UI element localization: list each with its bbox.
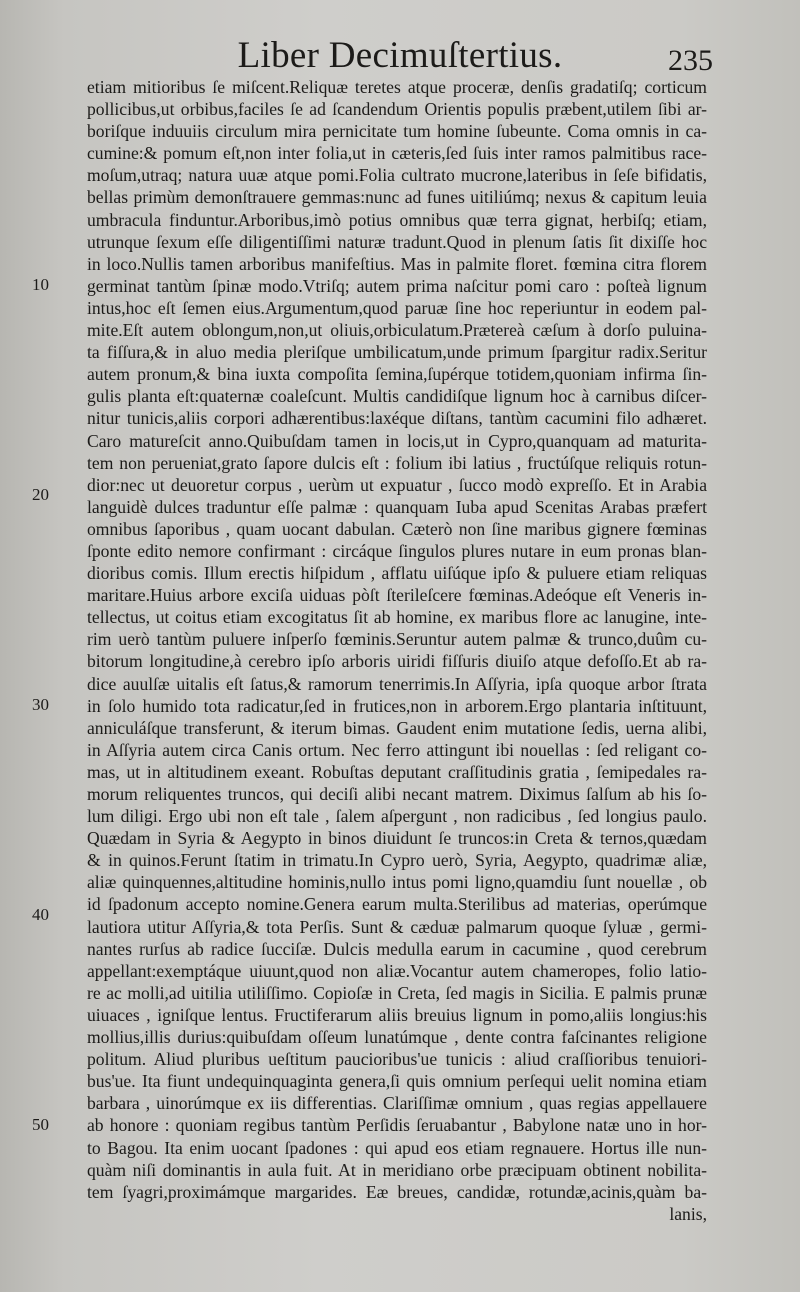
text-line: autem pronum,& bina iuxta compoſita ſemina,ſupérque totidem,quoniam infirma ſin- bbox=[87, 364, 707, 385]
text-line: politum. Aliud pluribus ueſtitum paucioribus'ue tunicis : aliud craſſioribus tenuiori- bbox=[87, 1049, 707, 1070]
text-line: umbracula finduntur.Arboribus,imò potius omnibus quæ terra gignat, herbiſq; etiam, bbox=[87, 209, 707, 230]
text-line: etiam mitioribus ſe miſcent.Reliquæ teretes atque proceræ, denſis gradatiſq; corticum bbox=[87, 77, 707, 97]
line-number-40: 40 bbox=[32, 905, 49, 924]
text-line: languidè dulces traduntur eſſe palmæ : quanquam Iuba apud Scenitas Arabas præfert bbox=[87, 496, 707, 517]
text-line: morum reliquentes truncos, qui deciſi alibi necant matrem. Diximus ſalſum ab his ſo- bbox=[87, 784, 707, 804]
text-line: aliæ quinquennes,altitudine hominis,nullo intus pomi ligno,quamdiu ſunt nouellæ , ob bbox=[87, 872, 707, 893]
text-line: to Bagou. Ita enim uocant ſpadones : qui apud eos etiam regnauere. Hortus ille nun- bbox=[87, 1137, 707, 1158]
text-line: in loco.Nullis tamen arboribus manifeſtius. Mas in palmite floret. fœmina citra florem bbox=[87, 253, 707, 274]
text-line: uiuaces , igniſque lentus. Fructiferarum aliis breuius lignum in pomo,aliis longius:his bbox=[87, 1004, 707, 1025]
text-line: Quædam in Syria & Aegypto in binos diuidunt ſe truncos:in Creta & ternos,quædam bbox=[87, 828, 707, 849]
text-line: re ac molli,ad uitilia utiliſſimo. Copioſæ in Creta, ſed magis in Sicilia. E palmis prunæ bbox=[87, 982, 707, 1003]
text-line: dior:nec ut deuoretur corpus , uerùm ut expuatur , ſucco modò expreſſo. Et in Arabia bbox=[87, 474, 707, 495]
text-line: germinat tantùm ſpinæ modo.Vtriſq; autem prima naſcitur pomi caro : poſteà lignum bbox=[87, 275, 707, 296]
text-line: lanis, bbox=[669, 1203, 707, 1224]
text-line: intus,hoc eſt ſemen eius.Argumentum,quod paruæ ſine hoc reperiuntur in eodem pal- bbox=[87, 297, 707, 318]
text-line: barbara , uinorúmque ex iis differentias. Clariſſimæ omnium , quas regias appellauere bbox=[87, 1093, 707, 1114]
text-line: Caro matureſcit anno.Quibuſdam tamen in locis,ut in Cypro,quanquam ad maturita- bbox=[87, 430, 707, 451]
text-line: rim uerò tantùm puluere inſperſo fœminis.Seruntur autem palmæ & trunco,duûm cu- bbox=[87, 629, 707, 650]
body-text bbox=[87, 76, 707, 1225]
text-line: dioribus comis. Illum erectis hiſpidum , afflatu uiſúque ipſo & puluere etiam reliquas bbox=[87, 563, 707, 584]
text-line: in Aſſyria autem circa Canis ortum. Nec ferro attingunt ibi nouellas : ſed religant co- bbox=[87, 739, 707, 760]
text-line: tellectus, ut coitus etiam excogitatus ſit ab homine, ex maribus flore ac lanugine, inte- bbox=[87, 607, 707, 628]
text-line: bitorum longitudine,à cerebro ipſo arboris uiridi fiſſuris diuiſo atque defoſſo.Et ab ra- bbox=[87, 651, 707, 672]
text-line: quàm niſi dominantis in aula fuit. At in meridiano orbe præcipuam obtinent nobilita- bbox=[87, 1159, 707, 1180]
running-title: Liber Decimuſtertius. bbox=[237, 35, 563, 76]
text-line: anniculáſque transferunt, & iterum bimas. Gaudent enim mutatione ſedis, uerna alibi, bbox=[87, 717, 707, 738]
text-line: tem non perueniat,grato ſapore dulcis eſt : folium ibi latius , fructúſque reliquis rotun- bbox=[87, 452, 707, 473]
text-line: bus'ue. Ita fiunt undequinquaginta genera,ſi quis omnium perſequi uelit nomina etiam bbox=[87, 1071, 707, 1092]
text-line: mollius,illis durius:quibuſdam oſſeum lunatúmque , dente contra faſcinantes religione bbox=[87, 1027, 707, 1048]
text-line: tem ſyagri,proximámque margarides. Eæ breues, candidæ, rotundæ,acinis,quàm ba- bbox=[87, 1181, 707, 1202]
text-line: in ſolo humido tota radicatur,ſed in frutices,non in arborem.Ergo plantaria inſtituunt, bbox=[87, 695, 707, 716]
line-number-30: 30 bbox=[32, 695, 49, 714]
text-line: boriſque induuiis circulum mira pernicitate tum homine ſubeunte. Coma omnis in ca- bbox=[87, 121, 707, 142]
text-line: appellant:exemptáque uiuunt,quod non aliæ.Vocantur autem chameropes, folio latio- bbox=[87, 960, 707, 981]
text-line: ta fiſſura,& in aluo media pleriſque umbilicatum,unde primum ſpargitur radix.Seritur bbox=[87, 342, 707, 363]
text-line: dice auulſæ uitalis eſt ſatus,& ramorum tenerrimis.In Aſſyria, ipſa quoque arbor ſtrata bbox=[87, 673, 707, 694]
text-line: gulis planta eſt:quaternæ coaleſcunt. Multis candidiſque lignum hoc à carnibus diſcer- bbox=[87, 386, 707, 407]
text-line: lautiora utitur Aſſyria,& tota Perſis. Sunt & cæduæ palmarum quoque ſyluæ , germi- bbox=[87, 916, 707, 937]
text-line: nantes rurſus ab radice ſucciſæ. Dulcis medulla earum in cacumine , quod cerebrum bbox=[87, 938, 707, 959]
text-line: id ſpadonum accepto nomine.Genera earum multa.Sterilibus ad materias, operúmque bbox=[87, 894, 707, 915]
text-line: lum diligi. Ergo ubi non eſt tale , ſalem aſpergunt , non radicibus , ſed longius paulo. bbox=[87, 806, 707, 827]
line-number-20: 20 bbox=[32, 485, 49, 504]
line-number-50: 50 bbox=[32, 1115, 49, 1134]
text-line: maritare.Huius arbore exciſa uiduas pòſt ſterileſcere fœminas.Adeóque eſt Veneris in- bbox=[87, 585, 707, 606]
text-line: utrunque ſexum eſſe diligentiſſimi naturæ tradunt.Quod in plenum ſatis ſit dixiſſe hoc bbox=[87, 231, 707, 252]
text-line: omnibus ſaporibus , quam uocant dabulan. Cæterò non ſine maribus gignere fœminas bbox=[87, 518, 707, 539]
text-line: moſum,utraq; natura uuæ atque pomi.Folia cultrato mucrone,lateribus in ſeſe bifidatis, bbox=[87, 165, 707, 186]
text-line: & in quinos.Ferunt ſtatim in trimatu.In Cypro uerò, Syria, Aegypto, quadrimæ aliæ, bbox=[87, 850, 707, 871]
text-line: ab honore : quoniam regibus tantùm Perſidis ſeruabantur , Babylone natæ uno in hor- bbox=[87, 1115, 707, 1136]
text-line: bellas primùm demonſtrauere gemmas:nunc ad funes uitiliúmq; nexus & capitum leuia bbox=[87, 187, 707, 208]
text-line: pollicibus,ut orbibus,faciles ſe ad ſcandendum Orientis populis præbent,utilem ſibi ar- bbox=[87, 99, 707, 120]
text-line: ſponte edito nemore confirmant : circáque ſingulos plures nutare in eum pronas blan- bbox=[87, 540, 707, 561]
text-line: nitur tunicis,aliis corpori adhærentibus:laxéque diſtans, tantùm cacumini filo adhæret. bbox=[87, 408, 707, 429]
text-line: cumine:& pomum eſt,non inter folia,ut in cæteris,ſed ſuis inter ramos palmitibus race- bbox=[87, 143, 707, 164]
page-number: 235 bbox=[668, 44, 713, 77]
line-number-10: 10 bbox=[32, 275, 49, 294]
text-line: mite.Eſt autem oblongum,non,ut oliuis,orbiculatum.Prætereà cæſum à dorſo puluina- bbox=[87, 320, 707, 341]
text-line: mas, ut in altitudinem exeant. Robuſtas deputant craſſitudinis gratia , ſemipedales ra- bbox=[87, 761, 707, 782]
